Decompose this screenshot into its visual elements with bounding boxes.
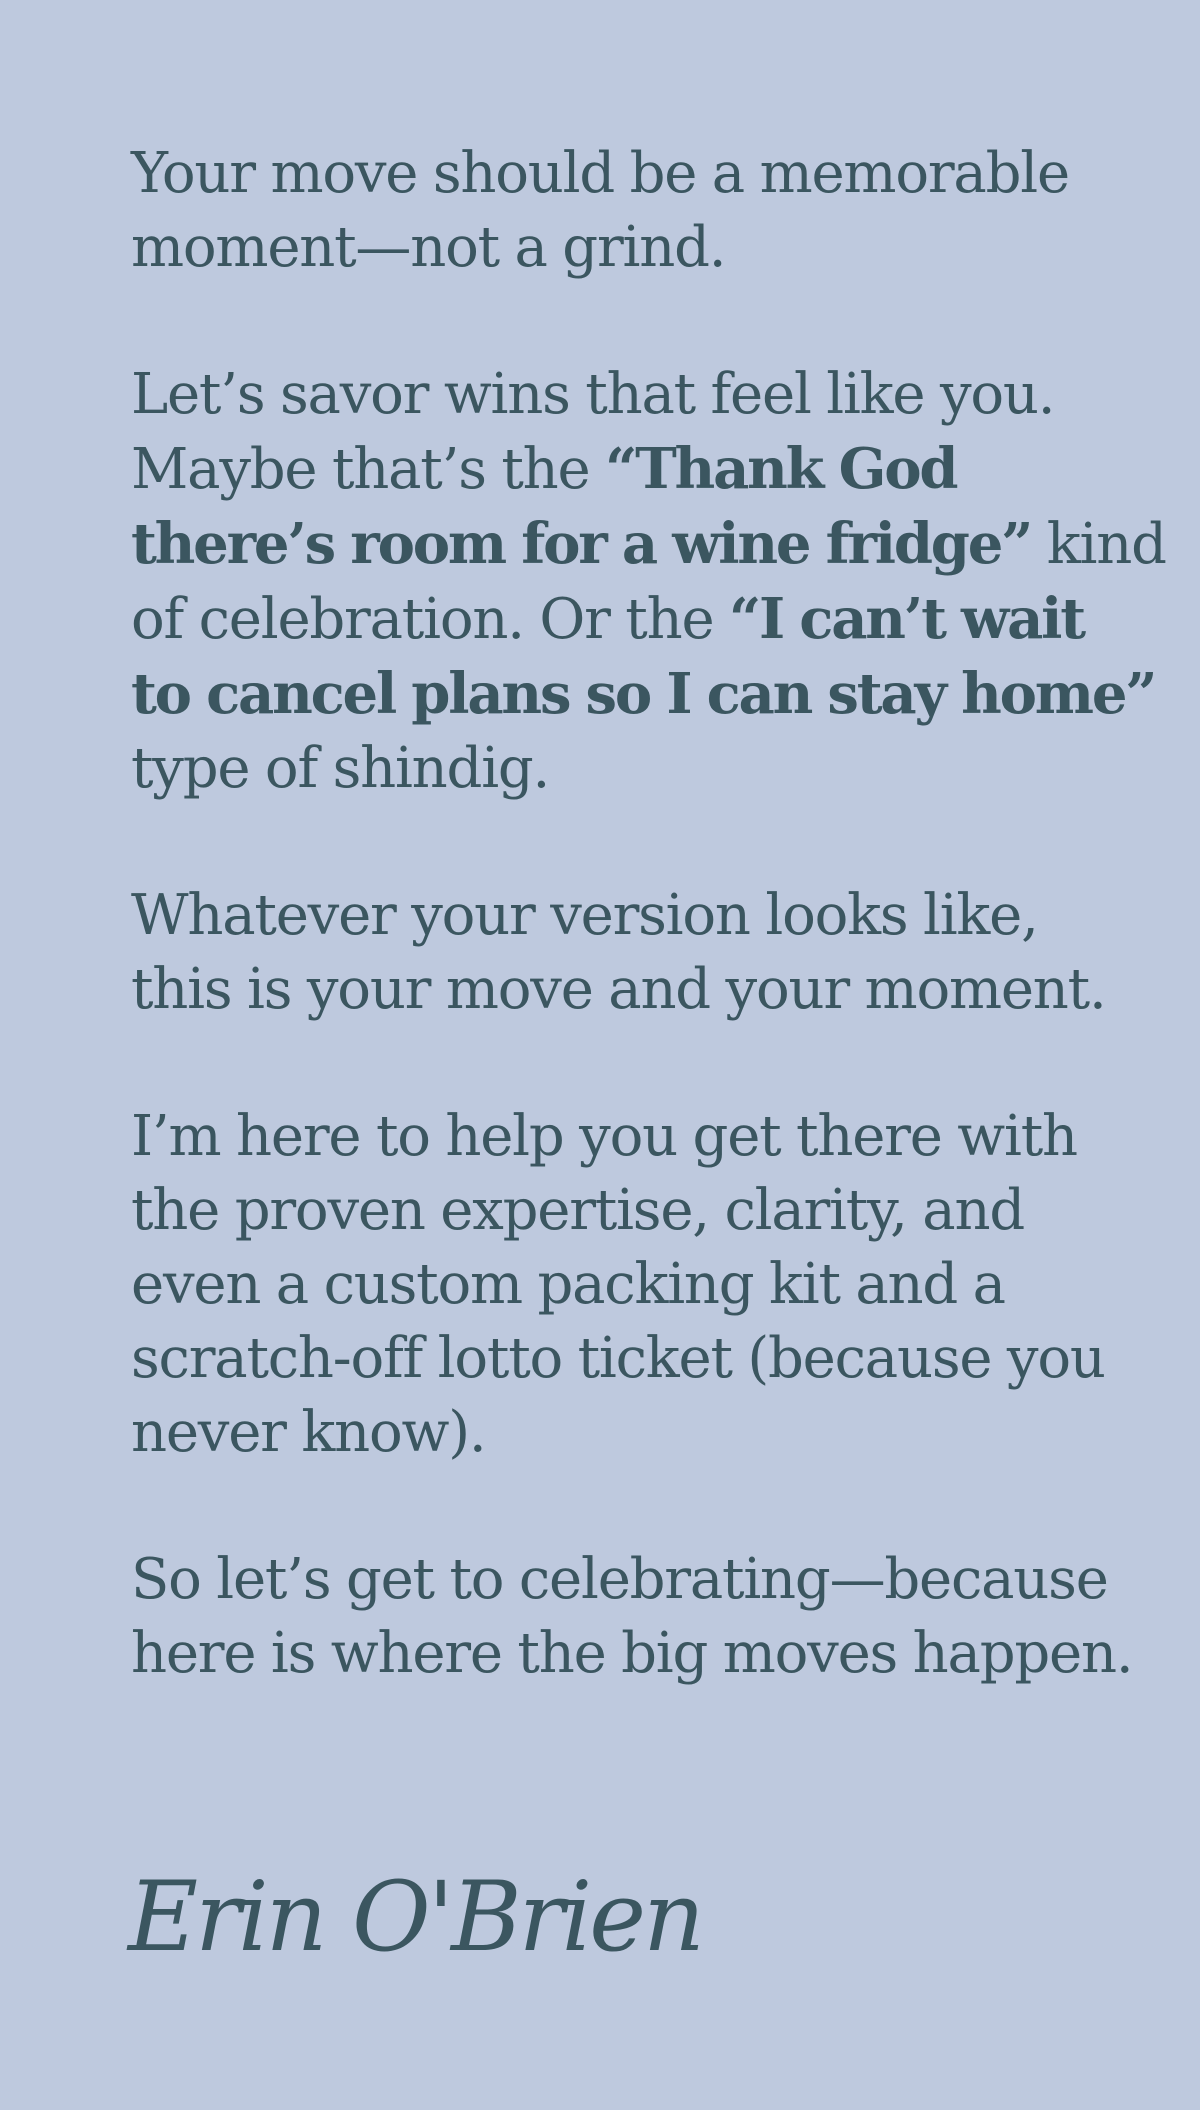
paragraph-celebration-line-2 (131, 432, 1131, 507)
paragraph-your-version-line-1: Whatever your version looks like, (131, 883, 1038, 948)
line-text: Maybe that’s the (131, 437, 606, 502)
line-text: kind (1031, 512, 1166, 577)
highlight-wine-fridge-start: “Thank God (605, 436, 957, 502)
paragraph-celebration (131, 358, 1166, 806)
paragraph-your-version (131, 879, 1131, 1027)
highlight-wine-fridge-end: there’s room for a wine fridge” (131, 511, 1032, 577)
paragraph-closing-line-2: here is where the big moves happen. (131, 1621, 1133, 1686)
paragraph-celebration-line-5 (131, 657, 1156, 732)
highlight-stay-home-start: “I can’t wait (729, 586, 1084, 652)
paragraph-help-line-5: never know). (131, 1400, 486, 1465)
paragraph-closing-line-1: So let’s get to celebrating—because (131, 1547, 1108, 1612)
paragraph-celebration-line-6: type of shindig. (131, 736, 550, 801)
paragraph-help-line-4: scratch-off lotto ticket (because you (131, 1326, 1105, 1391)
paragraph-your-version-line-2: this is your move and your moment. (131, 957, 1106, 1022)
paragraph-celebration-line-1: Let’s savor wins that feel like you. (131, 362, 1055, 427)
paragraph-help-line-2: the proven expertise, clarity, and (131, 1178, 1025, 1243)
paragraph-help (131, 1100, 1131, 1470)
paragraph-celebration-line-3 (131, 507, 1166, 582)
paragraph-closing (131, 1543, 1131, 1691)
paragraph-help-line-3: even a custom packing kit and a (131, 1252, 1005, 1317)
paragraph-intro (131, 137, 1131, 285)
line-text: of celebration. Or the (131, 587, 729, 652)
paragraph-intro-line-2: moment—not a grind. (131, 215, 726, 280)
paragraph-intro-line-1: Your move should be a memorable (131, 141, 1069, 206)
paragraph-celebration-line-4 (131, 582, 1131, 657)
signature: Erin O'Brien (128, 1861, 702, 1973)
letter-body (131, 137, 1166, 1691)
highlight-stay-home-end: to cancel plans so I can stay home” (131, 661, 1156, 727)
paragraph-help-line-1: I’m here to help you get there with (131, 1104, 1077, 1169)
